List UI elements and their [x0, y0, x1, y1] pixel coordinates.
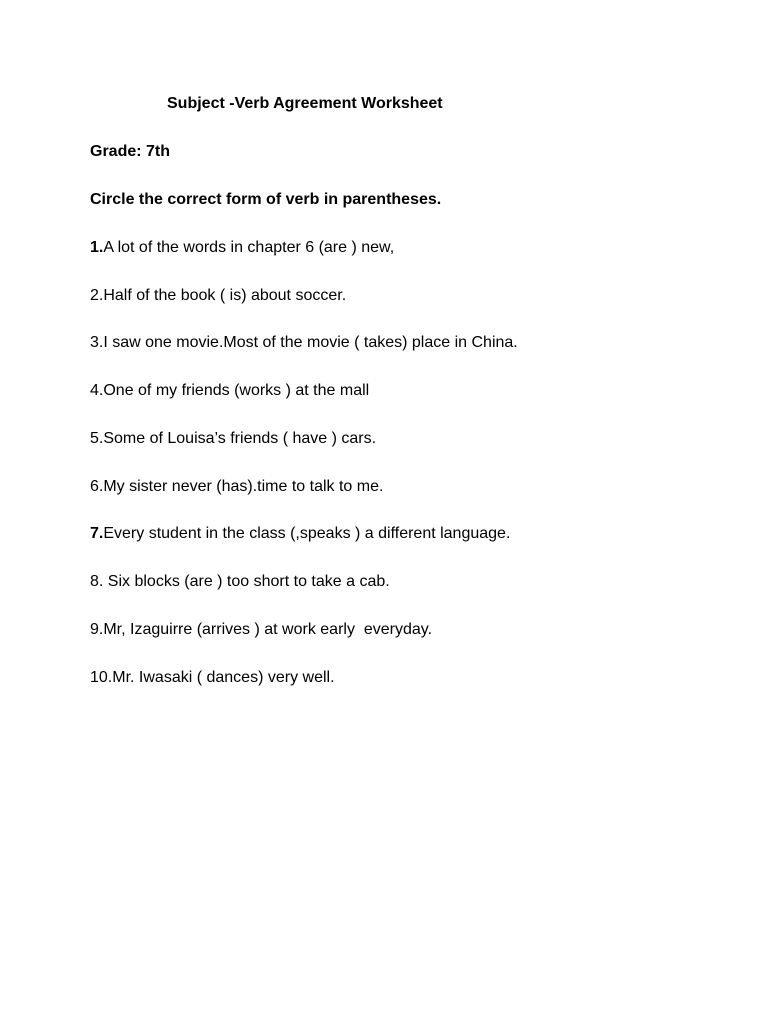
instructions: Circle the correct form of verb in parentheses.: [90, 191, 442, 208]
question-text: Mr, Izaguirre (arrives ) at work early everyday.: [103, 621, 433, 638]
question-number: 1.: [90, 239, 104, 256]
question-6: [90, 477, 383, 497]
question-text: Half of the book ( is) about soccer.: [103, 287, 347, 304]
question-number: 2.: [90, 287, 104, 304]
grade-label: Grade: 7th: [90, 143, 171, 160]
question-number: 3.: [90, 334, 104, 351]
question-number: 9.: [90, 621, 104, 638]
question-3: [90, 333, 518, 353]
question-text: Every student in the class (,speaks ) a different language.: [103, 525, 511, 542]
question-5: [90, 429, 376, 449]
question-text: I saw one movie.Most of the movie ( takes) place in China.: [103, 334, 518, 351]
question-9: [90, 620, 432, 640]
question-10: [90, 668, 335, 688]
question-text: A lot of the words in chapter 6 (are ) new,: [103, 239, 395, 256]
question-7: [90, 524, 510, 544]
question-number: 5.: [90, 430, 104, 447]
question-text: One of my friends (works ) at the mall: [103, 382, 370, 399]
question-text: Six blocks (are ) too short to take a cab.: [103, 573, 390, 590]
question-number: 8.: [90, 573, 104, 590]
question-text: Mr. Iwasaki ( dances) very well.: [112, 669, 335, 686]
question-1: [90, 238, 394, 258]
question-text: Some of Louisa’s friends ( have ) cars.: [103, 430, 377, 447]
question-number: 4.: [90, 382, 104, 399]
question-4: [90, 381, 369, 401]
question-8: [90, 572, 390, 592]
question-text: My sister never (has).time to talk to me.: [103, 478, 384, 495]
question-number: 7.: [90, 525, 104, 542]
worksheet-title: Subject -Verb Agreement Worksheet: [167, 95, 443, 112]
question-2: [90, 286, 346, 306]
question-number: 6.: [90, 478, 104, 495]
question-number: 10.: [90, 669, 113, 686]
